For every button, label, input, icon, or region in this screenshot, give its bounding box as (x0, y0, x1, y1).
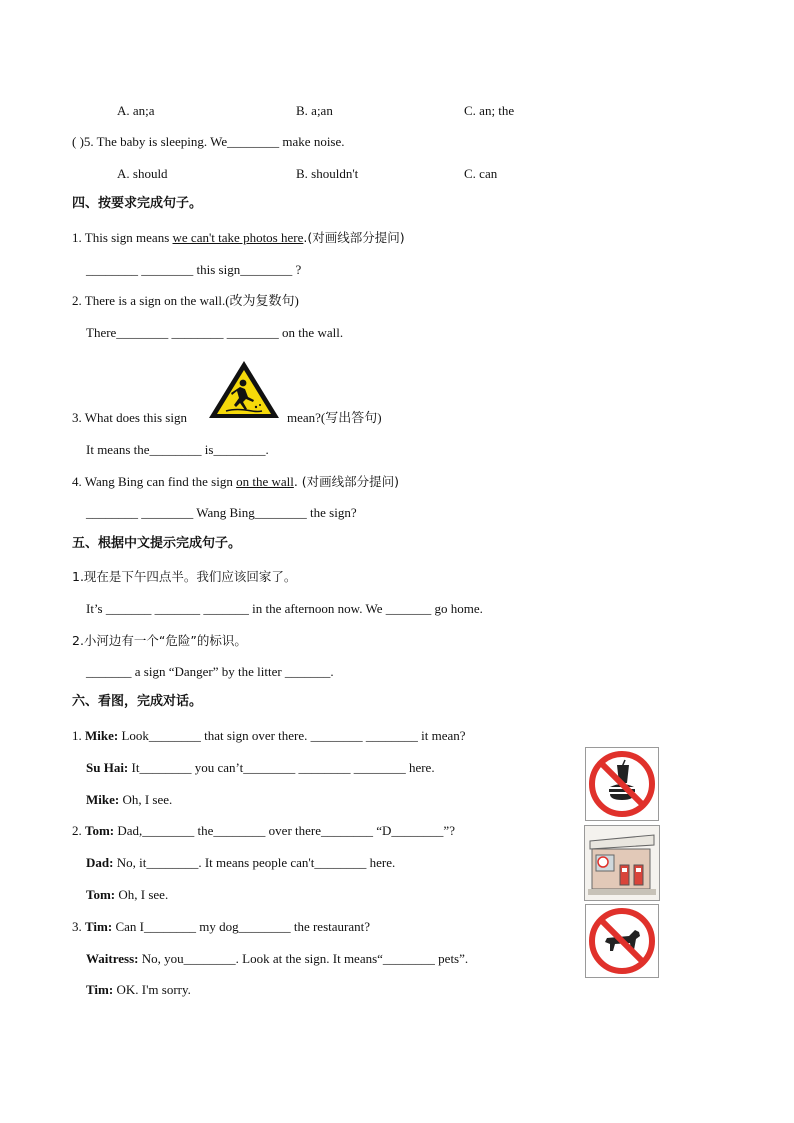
s5-q1: 1.现在是下午四点半。我们应该回家了。 (72, 569, 297, 584)
option-c: C. an; the (464, 103, 515, 118)
s4-q3-answer: It means the________ is________. (86, 442, 269, 457)
s4-q3-post: mean?(写出答句) (287, 410, 382, 425)
dialogue-3-line-2: Waitress: No, you________. Look at the sign. It means“________ pets”. (86, 951, 469, 966)
dialogue-2-line-3: Tom: Oh, I see. (86, 887, 169, 902)
dialogue-3-line-3: Tim: OK. I'm sorry. (86, 982, 191, 997)
s4-q2: 2. There is a sign on the wall.(改为复数句) (72, 293, 299, 308)
dialogue-2-line-1: 2. Tom: Dad,________ the________ over there________ “D________”? (72, 823, 455, 838)
gas-station-sign-icon (584, 825, 660, 901)
dialogue-3-line-1: 3. Tim: Can I________ my dog________ the restaurant? (72, 919, 371, 934)
s4-q4: 4. Wang Bing can find the sign on the wall. (对画线部分提问) (72, 474, 400, 489)
question-5: ( )5. The baby is sleeping. We________ make noise. (72, 134, 345, 149)
s4-q4-underlined: on the wall (236, 474, 294, 489)
s5-q2: 2.小河边有一个“危险”的标识。 (72, 633, 247, 648)
no-food-drink-sign-icon (585, 747, 659, 821)
s4-q1-answer: ________ ________ this sign________ ? (86, 262, 302, 277)
s4-q3: 3. What does this sign (72, 410, 187, 425)
slippery-warning-sign-icon (206, 358, 282, 422)
dialogue-1-line-1: 1. Mike: Look________ that sign over there. ________ ________ it mean? (72, 728, 466, 743)
option-b: B. a;an (296, 103, 333, 118)
s5-q2-answer: _______ a sign “Danger” by the litter _______. (86, 664, 334, 679)
section-4-title: 四、按要求完成句子。 (72, 196, 203, 211)
s4-q1: 1. This sign means we can't take photos here.(对画线部分提问) (72, 230, 405, 245)
dialogue-2-line-2: Dad: No, it________. It means people can't________ here. (86, 855, 396, 870)
q5-option-a: A. should (117, 166, 168, 181)
section-5-title: 五、根据中文提示完成句子。 (72, 536, 242, 551)
dialogue-1-line-2: Su Hai: It________ you can’t________ ________ ________ here. (86, 760, 435, 775)
no-dogs-sign-icon (585, 904, 659, 978)
s4-q1-underlined: we can't take photos here (172, 230, 304, 245)
option-a: A. an;a (117, 103, 155, 118)
q5-option-b: B. shouldn't (296, 166, 359, 181)
q5-option-c: C. can (464, 166, 498, 181)
section-6-title: 六、看图，完成对话。 (72, 694, 203, 709)
s4-q4-answer: ________ ________ Wang Bing________ the sign? (86, 505, 357, 520)
s5-q1-answer: It’s _______ _______ _______ in the afternoon now. We _______ go home. (86, 601, 483, 616)
s4-q2-answer: There________ ________ ________ on the wall. (86, 325, 344, 340)
dialogue-1-line-3: Mike: Oh, I see. (86, 792, 173, 807)
